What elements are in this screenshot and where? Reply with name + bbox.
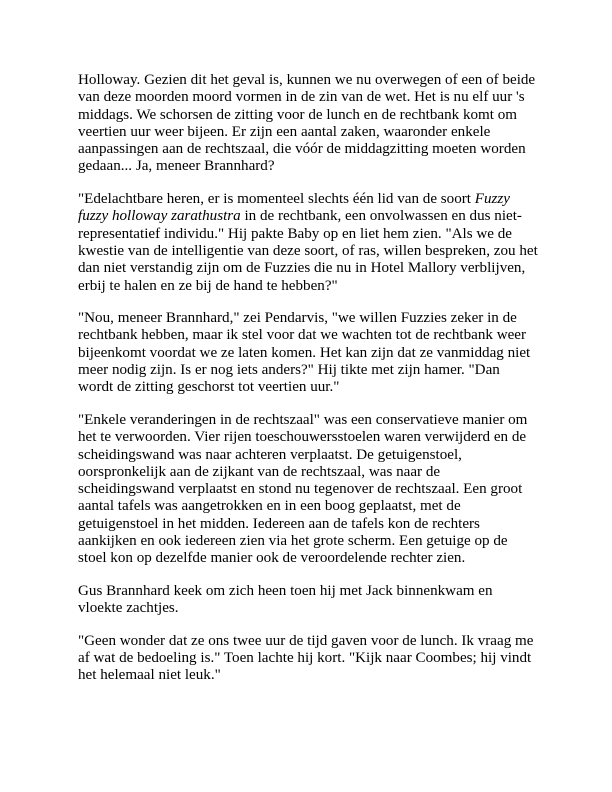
species-name-italic: Fuzzy fuzzy holloway zarathustra <box>78 191 510 225</box>
paragraph-2 <box>78 191 538 295</box>
paragraph-4-text: "Enkele veranderingen in de rechtszaal" was een conservatieve manier om het te verwoorden. Vier rijen toeschouwersstoelen waren verwijderd en de scheidingswand was naar achteren verplaatst. De getuigenstoel, oorspronkelijk aan de zijkant van de rechtszaal, was naar de scheidingswand verplaatst en stond nu tegenover de rechtszaal. Een groot aantal tafels was aangetrokken en in een boog geplaatst, met de getuigenstoel in het midden. Iedereen aan de tafels kon de rechters aankijken en ook iedereen zien via het grote scherm. Een getuige op de stoel kon op dezelfde manier ook de veroordelende rechter zien. <box>78 411 528 567</box>
paragraph-6 <box>78 633 538 685</box>
paragraph-2-before: "Edelachtbare heren, er is momenteel slechts één lid van de soort <box>78 191 475 208</box>
paragraph-1 <box>78 72 538 176</box>
paragraph-3 <box>78 310 538 396</box>
paragraph-4 <box>78 412 538 568</box>
paragraph-5 <box>78 583 538 618</box>
document-page <box>78 72 538 700</box>
paragraph-5-text: Gus Brannhard keek om zich heen toen hij met Jack binnenkwam en vloekte zachtjes. <box>78 582 493 617</box>
paragraph-3-text: "Nou, meneer Brannhard," zei Pendarvis, "we willen Fuzzies zeker in de rechtbank hebben, maar ik stel voor dat we wachten tot de rechtbank weer bijeenkomt voordat we ze laten komen. Het kan zijn dat ze vanmiddag niet meer nodig zijn. Is er nog iets anders?" Hij tikte met zijn hamer. "Dan wordt de zitting geschorst tot veertien uur." <box>78 310 531 396</box>
paragraph-1-text: Holloway. Gezien dit het geval is, kunnen we nu overwegen of een of beide van deze moorden moord vormen in de zin van de wet. Het is nu elf uur 's middags. We schorsen de zitting voor de lunch en de rechtbank komt om veertien uur weer bijeen. Er zijn een aantal zaken, waaronder enkele aanpassingen aan de rechtszaal, die vóór de middagzitting moeten worden gedaan... Ja, meneer Brannhard? <box>78 72 536 175</box>
paragraph-2-after: in de rechtbank, een onvolwassen en dus niet-representatief individu." Hij pakte Baby op en liet hem zien. "Als we de kwestie van de intelligentie van deze soort, of ras, willen bespreken, zou het dan niet verstandig zijn om de Fuzzies die nu in Hotel Mallory verblijven, erbij te halen en ze bij de hand te hebben?" <box>78 208 538 294</box>
paragraph-6-text: "Geen wonder dat ze ons twee uur de tijd gaven voor de lunch. Ik vraag me af wat de bedoeling is." Toen lachte hij kort. "Kijk naar Coombes; hij vindt het helemaal niet leuk." <box>78 632 534 684</box>
